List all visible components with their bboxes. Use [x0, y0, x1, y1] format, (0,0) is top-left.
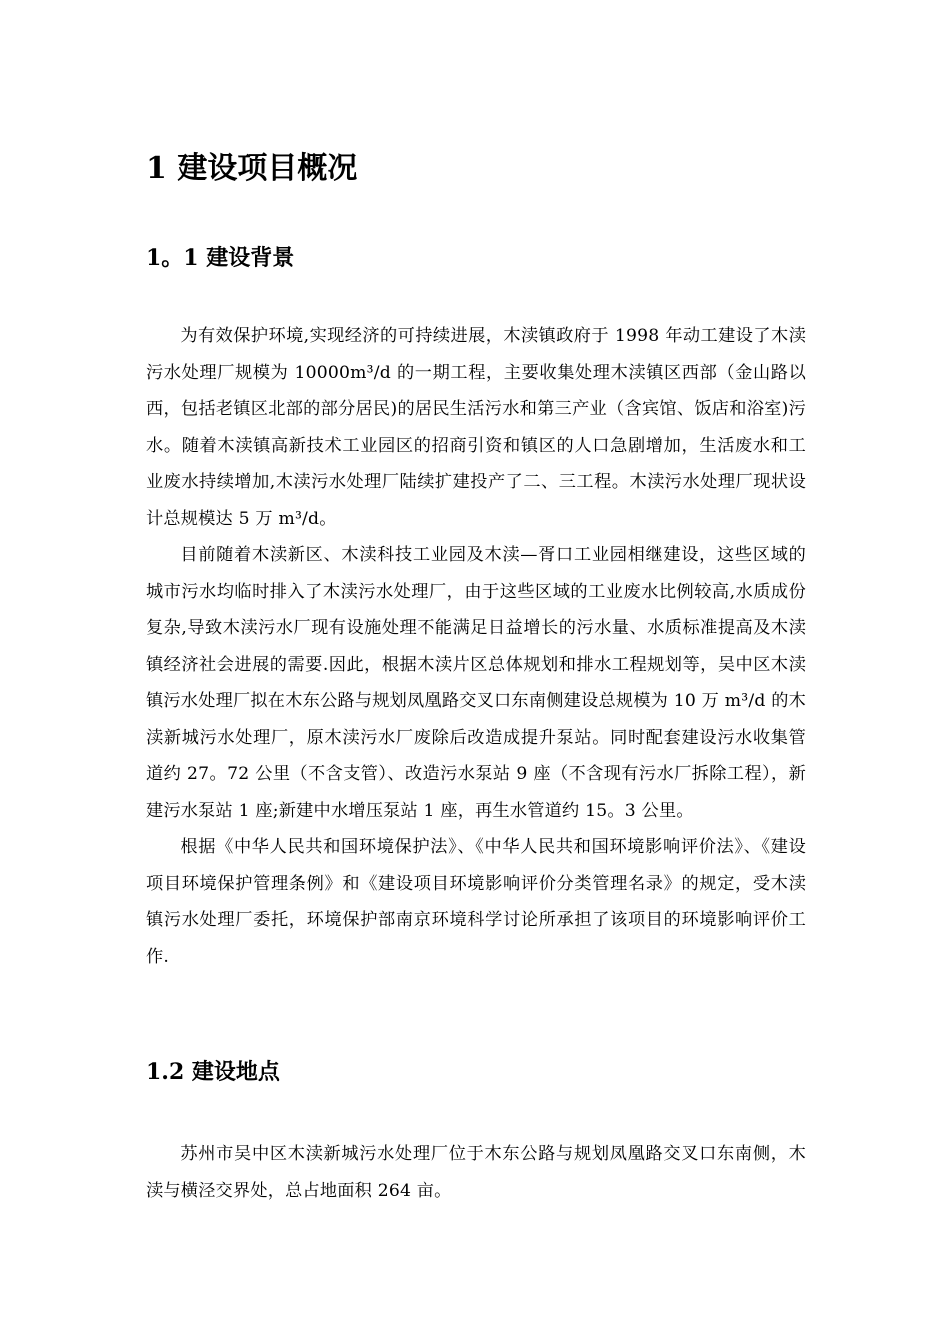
paragraph: 根据《中华人民共和国环境保护法》、《中华人民共和国环境影响评价法》、《建设项目环境保护管理条例》和《建设项目环境影响评价分类管理名录》的规定，受木渎镇污水处理厂委托，环境保护部南京环境科学讨论所承担了该项目的环境影响评价工作. — [146, 837, 806, 967]
paragraph: 目前随着木渎新区、木渎科技工业园及木渎—胥口工业园相继建设，这些区域的城市污水均临时排入了木渎污水处理厂，由于这些区域的工业废水比例较高,水质成份复杂,导致木渎污水厂现有设施处理不能满足日益增长的污水量、水质标准提高及木渎镇经济社会进展的需要.因此，根据木渎片区总体规划和排水工程规划等，吴中区木渎镇污水处理厂拟在木东公路与规划凤凰路交叉口东南侧建设总规模为 10 万 m³/d 的木渎新城污水处理厂，原木渎污水厂废除后改造成提升泵站。同时配套建设污水收集管道约 27。72 公里（不含支管）、改造污水泵站 9 座（不含现有污水厂拆除工程），新建污水泵站 1 座;新建中水增压泵站 1 座，再生水管道约 15。3 公里。 — [146, 545, 806, 821]
chapter-title: 1 建设项目概况 — [146, 151, 358, 186]
paragraph: 苏州市吴中区木渎新城污水处理厂位于木东公路与规划凤凰路交叉口东南侧，木渎与横泾交界处，总占地面积 264 亩。 — [146, 1144, 806, 1201]
section-body-background — [146, 318, 806, 975]
section-title-background: 1。1 建设背景 — [146, 245, 295, 271]
paragraph: 为有效保护环境,实现经济的可持续进展，木渎镇政府于 1998 年动工建设了木渎污水处理厂规模为 10000m³/d 的一期工程，主要收集处理木渎镇区西部（金山路以西，包括老镇区北部的部分居民)的居民生活污水和第三产业（含宾馆、饭店和浴室)污水。随着木渎镇高新技术工业园区的招商引资和镇区的人口急剧增加，生活废水和工业废水持续增加,木渎污水处理厂陆续扩建投产了二、三工程。木渎污水处理厂现状设计总规模达 5 万 m³/d。 — [146, 326, 806, 529]
section-title-location: 1.2 建设地点 — [146, 1059, 280, 1085]
section-body-location — [146, 1136, 806, 1209]
